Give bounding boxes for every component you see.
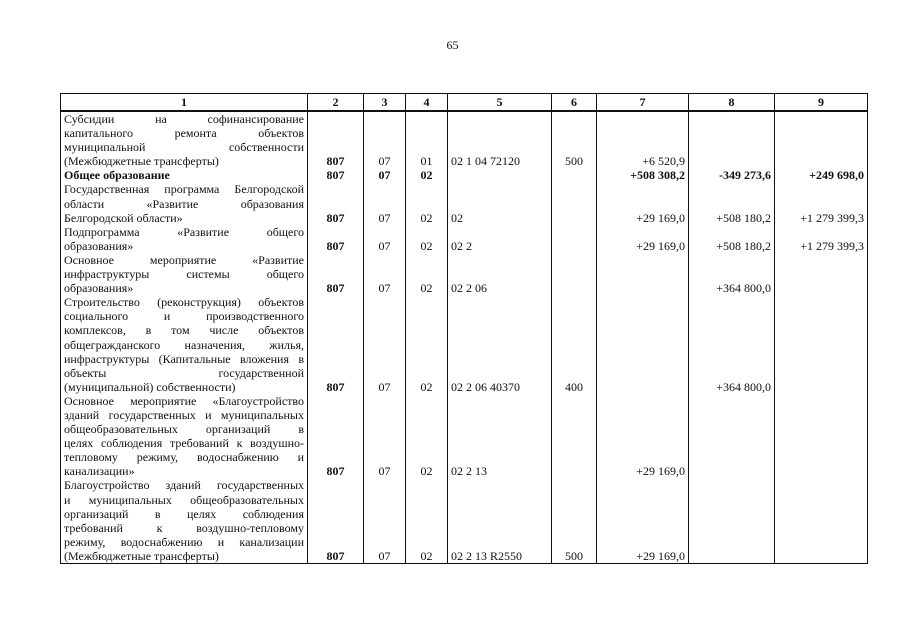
header-cell: 7 (597, 94, 689, 112)
cell-c5: 02 2 13 R2550 (448, 478, 552, 563)
cell-c8 (689, 394, 775, 479)
row-name-line: муниципальной собственности (64, 140, 304, 155)
cell-c5: 02 1 04 72120 (448, 111, 552, 168)
cell-c3: 07 (364, 111, 406, 168)
cell-c5 (448, 168, 552, 182)
cell-c8: +364 800,0 (689, 295, 775, 394)
row-name-line: режиму, водоснабжению и канализации (64, 534, 304, 549)
cell-c3: 07 (364, 225, 406, 253)
row-name-line: капитального ремонта объектов (64, 126, 304, 141)
row-name (61, 253, 308, 295)
cell-c7 (597, 295, 689, 394)
cell-c3: 07 (364, 478, 406, 563)
cell-c9: +1 279 399,3 (775, 182, 868, 224)
row-name-line: области «Развитие образования (64, 196, 304, 211)
row-name-line: целях соблюдения требований к воздушно- (64, 436, 304, 451)
cell-c9: +1 279 399,3 (775, 225, 868, 253)
cell-c2: 807 (308, 394, 364, 479)
row-name-line: зданий государственных и муниципальных (64, 407, 304, 422)
cell-c6: 500 (552, 478, 597, 563)
cell-c4: 02 (406, 394, 448, 479)
row-name-line: (муниципальной) собственности) (64, 379, 236, 394)
cell-c4: 02 (406, 182, 448, 224)
row-name-line: Основное мероприятие «Благоустройство (64, 393, 304, 408)
header-cell: 1 (61, 94, 308, 112)
cell-c9 (775, 478, 868, 563)
row-name (61, 168, 308, 182)
header-row (61, 94, 868, 112)
row-name-line: Основное мероприятие «Развитие (64, 252, 304, 267)
table-row (61, 394, 868, 479)
header-cell: 5 (448, 94, 552, 112)
cell-c7: +29 169,0 (597, 182, 689, 224)
row-name-line: инфраструктуры системы общего (64, 267, 304, 282)
cell-c4: 02 (406, 295, 448, 394)
page-number: 65 (446, 38, 459, 52)
cell-c4: 02 (406, 478, 448, 563)
row-name-line: тепловому режиму, водоснабжению и (64, 450, 304, 465)
cell-c8 (689, 478, 775, 563)
row-name-line: организаций в целях соблюдения (64, 506, 304, 521)
row-name-line: Государственная программа Белгородской (64, 182, 304, 197)
row-name-line: общеобразовательных организаций в (64, 422, 304, 437)
table-row (61, 182, 868, 224)
cell-c9 (775, 394, 868, 479)
cell-c4: 01 (406, 111, 448, 168)
row-name-line: Субсидии на софинансирование (64, 112, 304, 126)
cell-c2: 807 (308, 295, 364, 394)
row-name-line: социального и производственного (64, 309, 304, 324)
cell-c6 (552, 168, 597, 182)
row-name-line: (Межбюджетные трансферты) (64, 154, 219, 169)
cell-c3: 07 (364, 253, 406, 295)
cell-c8: +364 800,0 (689, 253, 775, 295)
row-name (61, 478, 308, 563)
cell-c6: 500 (552, 111, 597, 168)
cell-c6 (552, 182, 597, 224)
row-name-line: Общее образование (64, 168, 170, 183)
cell-c7: +29 169,0 (597, 478, 689, 563)
cell-c2: 807 (308, 168, 364, 182)
cell-c8: +508 180,2 (689, 182, 775, 224)
table-row (61, 478, 868, 563)
row-name (61, 182, 308, 224)
row-name-line: общегражданского назначения, жилья, (64, 337, 304, 352)
cell-c7: +6 520,9 (597, 111, 689, 168)
cell-c8 (689, 111, 775, 168)
cell-c5: 02 2 13 (448, 394, 552, 479)
cell-c5: 02 2 (448, 225, 552, 253)
row-name-line: объекты государственной (64, 365, 304, 380)
cell-c9 (775, 111, 868, 168)
row-name (61, 225, 308, 253)
cell-c9 (775, 253, 868, 295)
row-name-line: Благоустройство зданий государственных (64, 478, 304, 493)
cell-c5: 02 2 06 40370 (448, 295, 552, 394)
cell-c7: +29 169,0 (597, 394, 689, 479)
row-name (61, 295, 308, 394)
cell-c2: 807 (308, 253, 364, 295)
row-name (61, 394, 308, 479)
row-name-line: и муниципальных общеобразовательных (64, 492, 304, 507)
row-name-line: Подпрограмма «Развитие общего (64, 224, 304, 239)
table-row (61, 168, 868, 182)
header-cell: 6 (552, 94, 597, 112)
cell-c3: 07 (364, 168, 406, 182)
row-name-line: требований к воздушно-тепловому (64, 520, 304, 535)
table-row (61, 253, 868, 295)
cell-c2: 807 (308, 225, 364, 253)
cell-c6 (552, 225, 597, 253)
cell-c6: 400 (552, 295, 597, 394)
table-row (61, 111, 868, 168)
cell-c8: -349 273,6 (689, 168, 775, 182)
cell-c5: 02 (448, 182, 552, 224)
cell-c7 (597, 253, 689, 295)
cell-c4: 02 (406, 253, 448, 295)
table-row (61, 225, 868, 253)
row-name (61, 111, 308, 168)
row-name-line: Белгородской области» (64, 210, 183, 225)
cell-c2: 807 (308, 478, 364, 563)
cell-c2: 807 (308, 111, 364, 168)
header-cell: 3 (364, 94, 406, 112)
row-name-line: комплексов, в том числе объектов (64, 323, 304, 338)
row-name-line: (Межбюджетные трансферты) (64, 548, 219, 563)
cell-c3: 07 (364, 295, 406, 394)
table-row (61, 295, 868, 394)
budget-table (60, 93, 868, 564)
cell-c3: 07 (364, 182, 406, 224)
row-name-line: канализации» (64, 464, 135, 479)
cell-c7: +508 308,2 (597, 168, 689, 182)
header-cell: 4 (406, 94, 448, 112)
header-cell: 8 (689, 94, 775, 112)
row-name-line: образования» (64, 281, 134, 296)
row-name-line: образования» (64, 238, 134, 253)
cell-c8: +508 180,2 (689, 225, 775, 253)
cell-c4: 02 (406, 168, 448, 182)
cell-c5: 02 2 06 (448, 253, 552, 295)
cell-c7: +29 169,0 (597, 225, 689, 253)
cell-c4: 02 (406, 225, 448, 253)
row-name-line: Строительство (реконструкция) объектов (64, 295, 304, 310)
cell-c6 (552, 253, 597, 295)
header-cell: 9 (775, 94, 868, 112)
cell-c9 (775, 295, 868, 394)
cell-c6 (552, 394, 597, 479)
header-cell: 2 (308, 94, 364, 112)
cell-c3: 07 (364, 394, 406, 479)
row-name-line: инфраструктуры (Капитальные вложения в (64, 351, 304, 366)
cell-c2: 807 (308, 182, 364, 224)
cell-c9: +249 698,0 (775, 168, 868, 182)
